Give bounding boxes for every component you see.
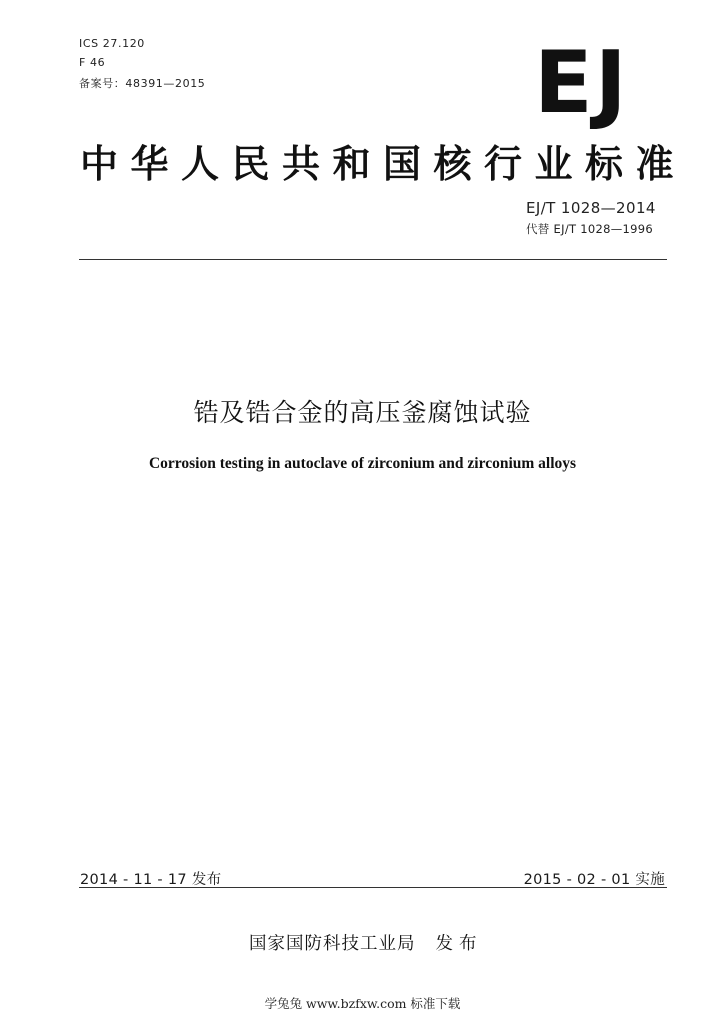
- ics-code: ICS 27.120: [79, 37, 145, 50]
- footer-divider: [79, 887, 667, 888]
- publisher: [249, 930, 483, 955]
- header-divider: [79, 259, 667, 260]
- watermark: 学兔兔 www.bzfxw.com 标准下载: [264, 996, 461, 1011]
- industry-logo: EJ: [534, 33, 629, 133]
- replaced-standard: 代替 EJ/T 1028—1996: [526, 222, 654, 236]
- standard-code: EJ/T 1028—2014: [526, 199, 656, 217]
- publisher-action: 发布: [435, 934, 483, 954]
- standard-category-title: 中华人民共和国核行业标准: [80, 142, 687, 186]
- issue-date: 2014 - 11 - 17 发布: [80, 872, 222, 888]
- document-title-chinese: 锆及锆合金的高压釜腐蚀试验: [193, 398, 532, 427]
- classification-code: F 46: [79, 56, 106, 69]
- document-title-english: Corrosion testing in autoclave of zirconium and zirconium alloys: [148, 455, 577, 472]
- registration-number: 备案号：48391—2015: [79, 77, 206, 90]
- implementation-date: 2015 - 02 - 01 实施: [523, 872, 665, 888]
- publisher-name: 国家国防科技工业局: [249, 934, 416, 954]
